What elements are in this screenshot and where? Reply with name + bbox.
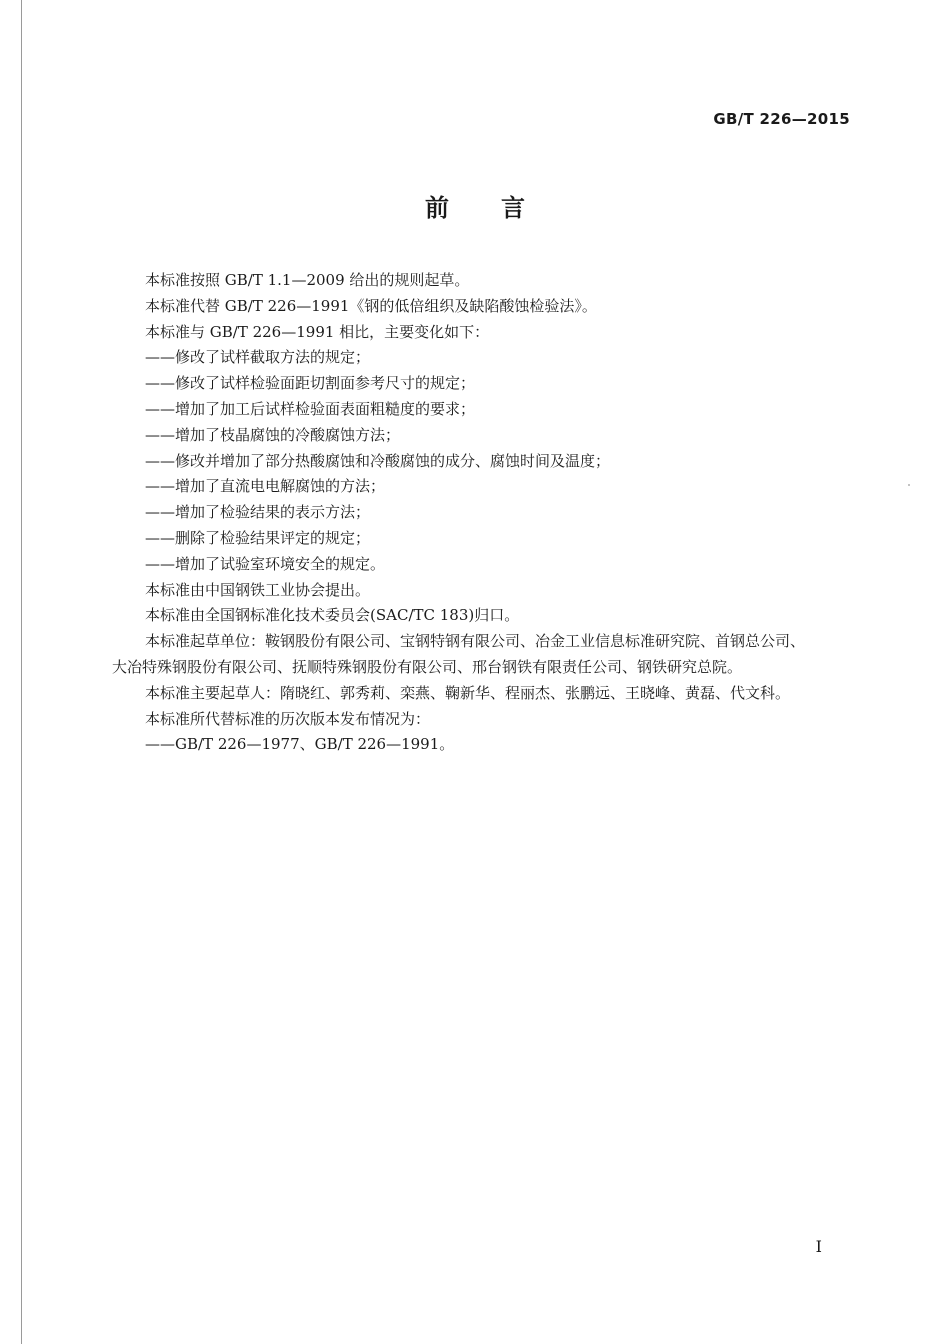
change-item: ——修改了试样检验面距切割面参考尺寸的规定； xyxy=(145,374,476,393)
paragraph-changes-intro: 本标准与 GB/T 226—1991 相比，主要变化如下： xyxy=(145,322,490,341)
change-item: ——增加了直流电电解腐蚀的方法； xyxy=(145,477,386,496)
change-item: ——修改并增加了部分热酸腐蚀和冷酸腐蚀的成分、腐蚀时间及温度； xyxy=(145,451,611,470)
paragraph-centralized-by: 本标准由全国钢标准化技术委员会(SAC/TC 183)归口。 xyxy=(145,606,520,625)
change-item: ——增加了加工后试样检验面表面粗糙度的要求； xyxy=(145,399,476,418)
paragraph-drafters: 本标准主要起草人：隋晓红、郭秀莉、栾燕、鞠新华、程丽杰、张鹏远、王晓峰、黄磊、代文科。 xyxy=(145,683,791,702)
change-item: ——增加了试验室环境安全的规定。 xyxy=(145,554,386,573)
change-item: ——修改了试样截取方法的规定； xyxy=(145,348,371,367)
paragraph-drafting-rules: 本标准按照 GB/T 1.1—2009 给出的规则起草。 xyxy=(145,271,470,289)
scan-speck xyxy=(908,484,910,486)
paragraph-drafting-units: 本标准起草单位：鞍钢股份有限公司、宝钢特钢有限公司、冶金工业信息标准研究院、首钢总公司、 xyxy=(145,632,806,651)
change-item: ——删除了检验结果评定的规定； xyxy=(145,528,371,547)
paragraph-drafting-units-continued: 大冶特殊钢股份有限公司、抚顺特殊钢股份有限公司、邢台钢铁有限责任公司、钢铁研究总院。 xyxy=(112,657,743,676)
change-item: ——增加了枝晶腐蚀的冷酸腐蚀方法； xyxy=(145,425,401,444)
history-item: ——GB/T 226—1977、GB/T 226—1991。 xyxy=(145,735,455,754)
foreword-body xyxy=(112,268,852,758)
paragraph-proposed-by: 本标准由中国钢铁工业协会提出。 xyxy=(145,580,371,599)
change-item: ——增加了检验结果的表示方法； xyxy=(145,503,371,522)
paragraph-history-intro: 本标准所代替标准的历次版本发布情况为： xyxy=(145,709,431,728)
page-title: 前言 xyxy=(425,194,577,222)
page-number: I xyxy=(815,1237,822,1256)
paragraph-replaces: 本标准代替 GB/T 226—1991《钢的低倍组织及缺陷酸蚀检验法》。 xyxy=(145,296,597,315)
standard-code: GB/T 226—2015 xyxy=(713,110,850,128)
